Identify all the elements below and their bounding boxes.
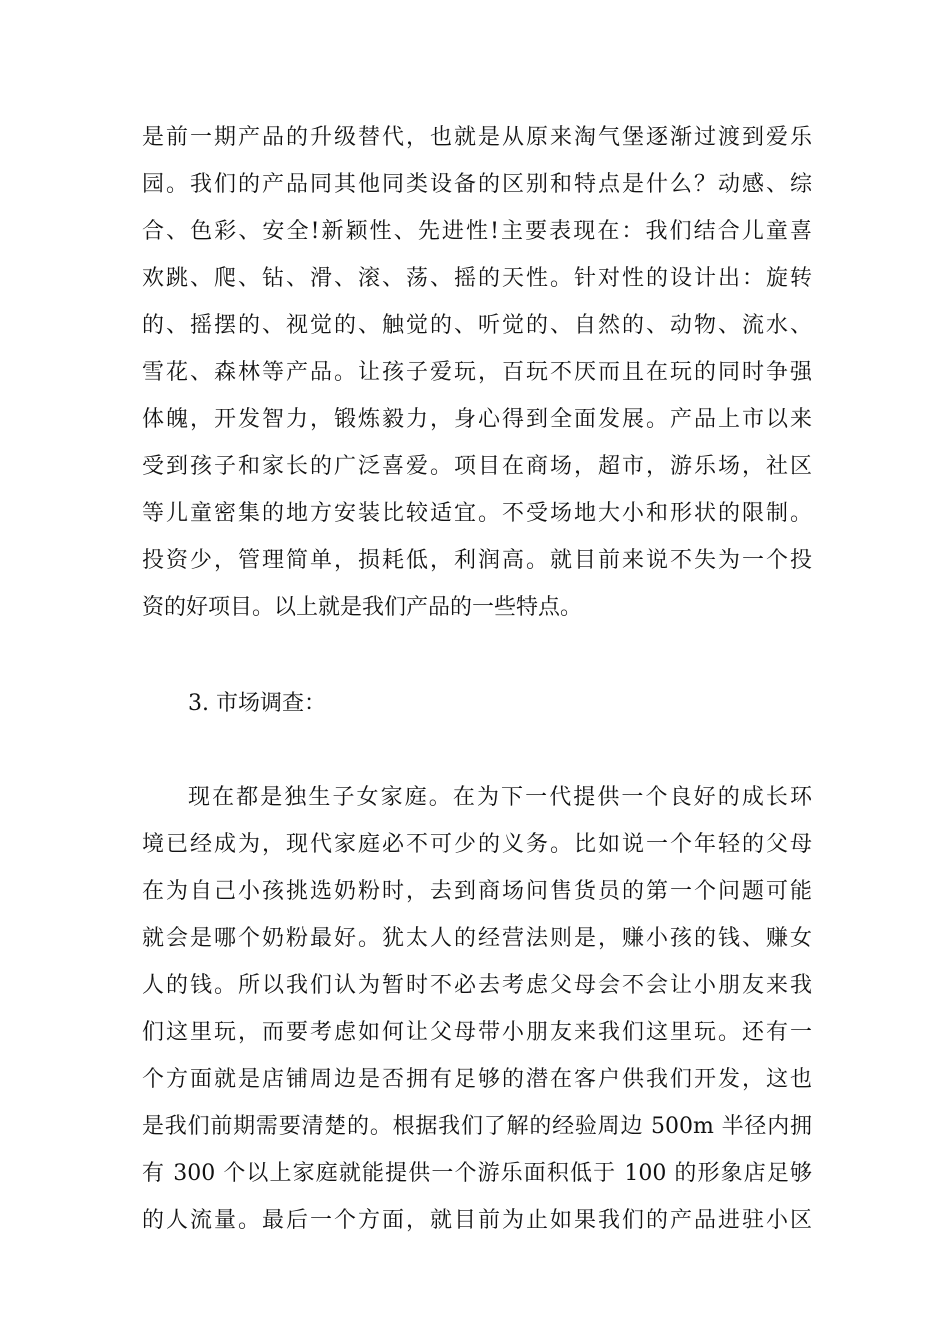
- text-line: 合、色彩、安全!新颖性、先进性!主要表现在：我们结合儿童喜: [142, 219, 812, 244]
- paragraph-product-features: [142, 114, 812, 631]
- text-line: 等儿童密集的地方安装比较适宜。不受场地大小和形状的限制。: [142, 501, 812, 526]
- text-line: 有 300 个以上家庭就能提供一个游乐面积低于 100 的形象店足够: [142, 1161, 812, 1186]
- text-line: 资的好项目。以上就是我们产品的一些特点。: [142, 595, 583, 620]
- section-heading-market-research: [142, 680, 812, 727]
- text-line: 的人流量。最后一个方面，就目前为止如果我们的产品进驻小区: [142, 1208, 812, 1233]
- text-line: 是前一期产品的升级替代，也就是从原来淘气堡逐渐过渡到爱乐: [142, 125, 812, 150]
- text-line: 欢跳、爬、钻、滑、滚、荡、摇的天性。针对性的设计出：旋转: [142, 266, 812, 291]
- text-line: 是我们前期需要清楚的。根据我们了解的经验周边 500m 半径内拥: [142, 1114, 812, 1139]
- text-line: 就会是哪个奶粉最好。犹太人的经营法则是，赚小孩的钱、赚女: [142, 926, 812, 951]
- text-line: 个方面就是店铺周边是否拥有足够的潜在客户供我们开发，这也: [142, 1067, 812, 1092]
- text-line: 境已经成为，现代家庭必不可少的义务。比如说一个年轻的父母: [142, 832, 812, 857]
- text-line: 受到孩子和家长的广泛喜爱。项目在商场，超市，游乐场，社区: [142, 454, 812, 479]
- text-line: 投资少，管理简单，损耗低，利润高。就目前来说不失为一个投: [142, 548, 812, 573]
- text-line: 的、摇摆的、视觉的、触觉的、听觉的、自然的、动物、流水、: [142, 313, 812, 338]
- text-line: 园。我们的产品同其他同类设备的区别和特点是什么？动感、综: [142, 172, 812, 197]
- section-heading-text: 3. 市场调查：: [188, 691, 326, 716]
- text-line: 体魄，开发智力，锻炼毅力，身心得到全面发展。产品上市以来: [142, 407, 812, 432]
- text-line: 在为自己小孩挑选奶粉时，去到商场问售货员的第一个问题可能: [142, 879, 812, 904]
- text-line: 们这里玩，而要考虑如何让父母带小朋友来我们这里玩。还有一: [142, 1020, 812, 1045]
- paragraph-market-research: [142, 774, 812, 1244]
- text-line: 雪花、森林等产品。让孩子爱玩，百玩不厌而且在玩的同时争强: [142, 360, 812, 385]
- text-line: 现在都是独生子女家庭。在为下一代提供一个良好的成长环: [188, 785, 812, 810]
- text-line: 人的钱。所以我们认为暂时不必去考虑父母会不会让小朋友来我: [142, 973, 812, 998]
